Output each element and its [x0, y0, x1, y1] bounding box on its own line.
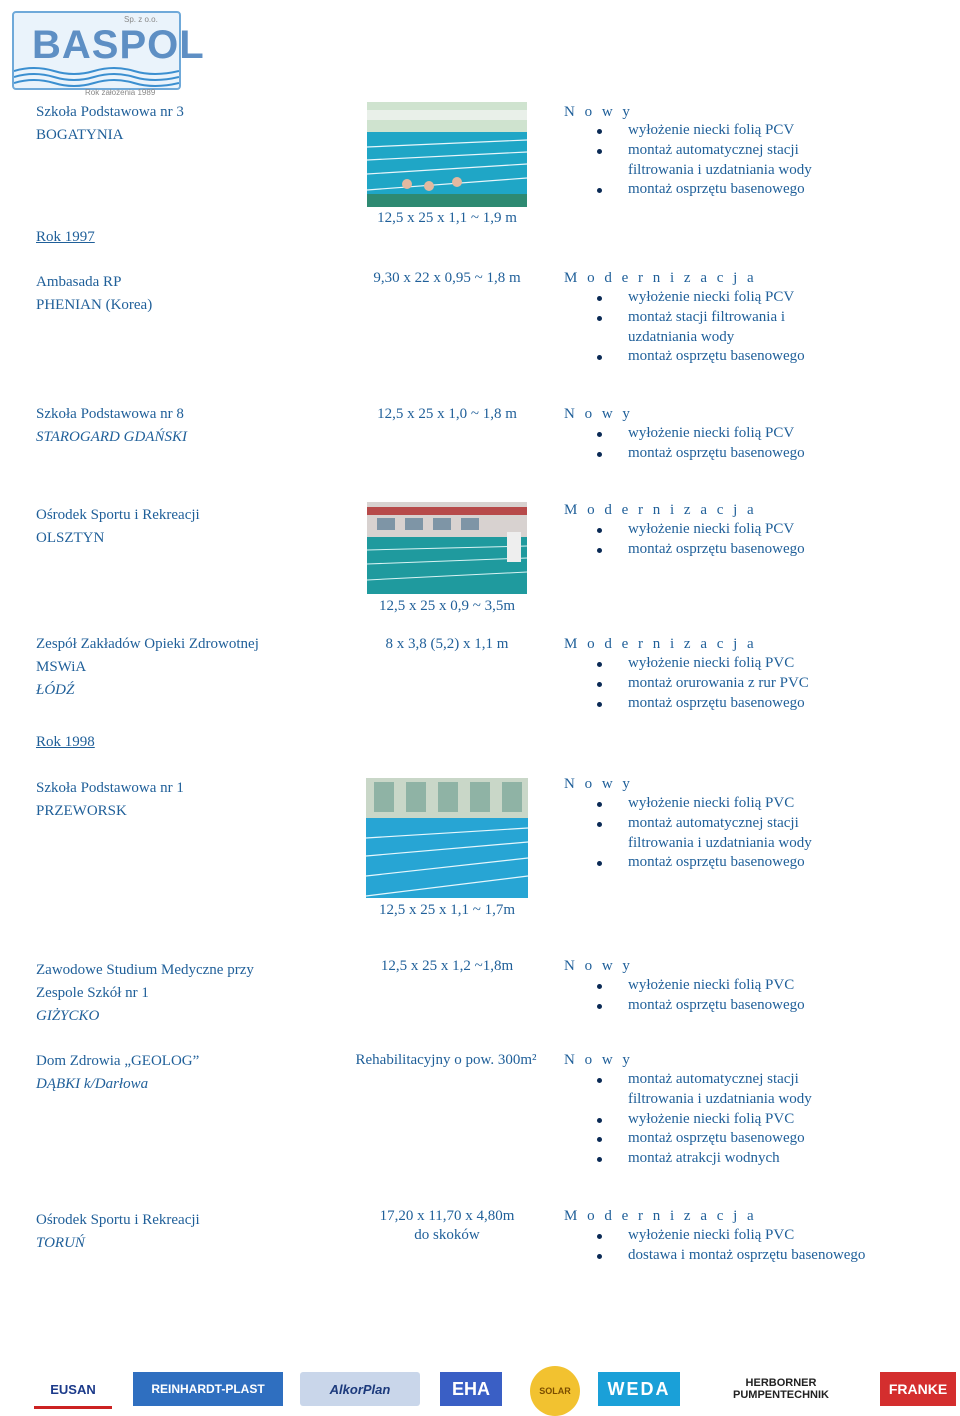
list-item: montaż osprzętu basenowego [564, 996, 944, 1016]
entry-name: Szkoła Podstawowa nr 3 [36, 104, 184, 120]
list-item: montaż osprzętu basenowego [564, 853, 944, 873]
entry-city: STAROGARD GDAŃSKI [36, 429, 187, 445]
entry-city: PHENIAN (Korea) [36, 297, 153, 313]
list-item: montaż atrakcji wodnych [564, 1149, 944, 1169]
pool-photo [367, 502, 527, 594]
entry-name: Szkoła Podstawowa nr 1 [36, 780, 184, 796]
list-item: montaż automatycznej stacji [564, 814, 944, 834]
list-item: dostawa i montaż osprzętu basenowego [564, 1246, 954, 1266]
entry-name: Ośrodek Sportu i Rekreacji [36, 1212, 200, 1228]
list-item: montaż osprzętu basenowego [564, 444, 944, 464]
list-item: wyłożenie niecki folią PCV [564, 121, 944, 141]
list-item: wyłożenie niecki folią PVC [564, 794, 944, 814]
entry-name: Zespół Zakładów Opieki Zdrowotnej [36, 636, 259, 652]
sponsor-logo-eha: EHA [440, 1372, 502, 1406]
list-item: wyłożenie niecki folią PCV [564, 424, 944, 444]
list-item: montaż automatycznej stacji [564, 1070, 944, 1090]
entry-city: BOGATYNIA [36, 127, 124, 143]
list-item: filtrowania i uzdatniania wody [628, 161, 812, 178]
entry-name: Ambasada RP [36, 274, 122, 290]
entry-dims: Rehabilitacyjny o pow. 300m² [355, 1052, 537, 1068]
sponsor-logo-herborner: HERBORNER PUMPENTECHNIK [733, 1377, 829, 1401]
entry-type: N o w y [564, 776, 633, 792]
entry-city: PRZEWORSK [36, 803, 127, 819]
entry-type: N o w y [564, 958, 633, 974]
list-item: wyłożenie niecki folią PCV [564, 520, 944, 540]
entry-city: ŁÓDŹ [36, 682, 75, 698]
entry-dims: 12,5 x 25 x 1,1 ~ 1,9 m [377, 210, 517, 226]
entry-city: TORUŃ [36, 1235, 85, 1251]
entry-dims: 12,5 x 25 x 1,0 ~ 1,8 m [377, 406, 517, 422]
entry-name-2: MSWiA [36, 659, 87, 675]
entry-city: DĄBKI k/Darłowa [36, 1076, 149, 1092]
list-item: montaż automatycznej stacji [564, 141, 944, 161]
list-item: montaż stacji filtrowania i [564, 308, 944, 328]
pool-photo [367, 102, 527, 207]
entry-items [564, 1226, 954, 1266]
entry-name: Dom Zdrowia „GEOLOG” [36, 1053, 200, 1069]
list-item: filtrowania i uzdatniania wody [628, 1090, 812, 1107]
logo-year: Rok założenia 1989 [85, 88, 156, 97]
entry-dims: 17,20 x 11,70 x 4,80m [379, 1208, 515, 1224]
entry-type: M o d e r n i z a c j a [564, 1208, 757, 1224]
entry-name: Szkoła Podstawowa nr 8 [36, 406, 184, 422]
entry-name: Zawodowe Studium Medyczne przy [36, 962, 254, 978]
list-item: montaż orurowania z rur PVC [564, 674, 944, 694]
list-item: filtrowania i uzdatniania wody [628, 834, 812, 851]
entry-dims: 8 x 3,8 (5,2) x 1,1 m [385, 636, 509, 652]
entry-type: N o w y [564, 406, 633, 422]
year-heading: Rok 1997 [36, 229, 95, 245]
list-item: wyłożenie niecki folią PVC [564, 1226, 954, 1246]
entry-items [564, 794, 944, 873]
logo-sub: Sp. z o.o. [124, 15, 158, 24]
entry-dims: 12,5 x 25 x 1,1 ~ 1,7m [378, 902, 516, 918]
entry-type: M o d e r n i z a c j a [564, 636, 757, 652]
pool-photo [366, 778, 528, 898]
sponsor-logo-alkorplan: AlkorPlan [300, 1372, 420, 1406]
list-item: montaż osprzętu basenowego [564, 180, 944, 200]
logo-wave-icon [14, 65, 179, 87]
entry-items [564, 288, 944, 367]
list-item: montaż osprzętu basenowego [564, 1129, 944, 1149]
entry-items [564, 424, 944, 464]
entry-items [564, 520, 944, 560]
entry-items [564, 1070, 944, 1169]
sponsor-logo-franke: FRANKE [880, 1372, 956, 1406]
sponsor-logo-eusan: EUSAN [34, 1372, 112, 1409]
list-item: wyłożenie niecki folią PCV [564, 288, 944, 308]
list-item: montaż osprzętu basenowego [564, 347, 944, 367]
year-heading: Rok 1998 [36, 734, 95, 750]
sponsor-logo-reinhardt: REINHARDT-PLAST [133, 1372, 283, 1406]
list-item: wyłożenie niecki folią PVC [564, 976, 944, 996]
sponsor-logo-weda: WEDA [598, 1372, 680, 1406]
entry-name-2: Zespole Szkół nr 1 [36, 985, 149, 1001]
entry-type: M o d e r n i z a c j a [564, 270, 757, 286]
company-logo [12, 11, 205, 90]
list-item: montaż osprzętu basenowego [564, 694, 944, 714]
entry-items [564, 654, 944, 713]
entry-dims-2: do skoków [414, 1227, 480, 1243]
list-item: wyłożenie niecki folią PVC [564, 654, 944, 674]
entry-name: Ośrodek Sportu i Rekreacji [36, 507, 200, 523]
sponsor-logo-solar: SOLAR [530, 1366, 580, 1416]
entry-dims: 9,30 x 22 x 0,95 ~ 1,8 m [373, 270, 521, 286]
entry-city: OLSZTYN [36, 530, 105, 546]
entry-city: GIŻYCKO [36, 1008, 100, 1024]
list-item: wyłożenie niecki folią PVC [564, 1110, 944, 1130]
list-item: montaż osprzętu basenowego [564, 540, 944, 560]
entry-type: N o w y [564, 104, 633, 120]
entry-dims: 12,5 x 25 x 0,9 ~ 3,5m [378, 598, 516, 614]
entry-type: M o d e r n i z a c j a [564, 502, 757, 518]
entry-items [564, 976, 944, 1016]
logo-name: BASPOL [32, 23, 205, 67]
entry-type: N o w y [564, 1052, 633, 1068]
entry-items [564, 121, 944, 200]
entry-dims: 12,5 x 25 x 1,2 ~1,8m [380, 958, 514, 974]
list-item: uzdatniania wody [628, 328, 735, 345]
